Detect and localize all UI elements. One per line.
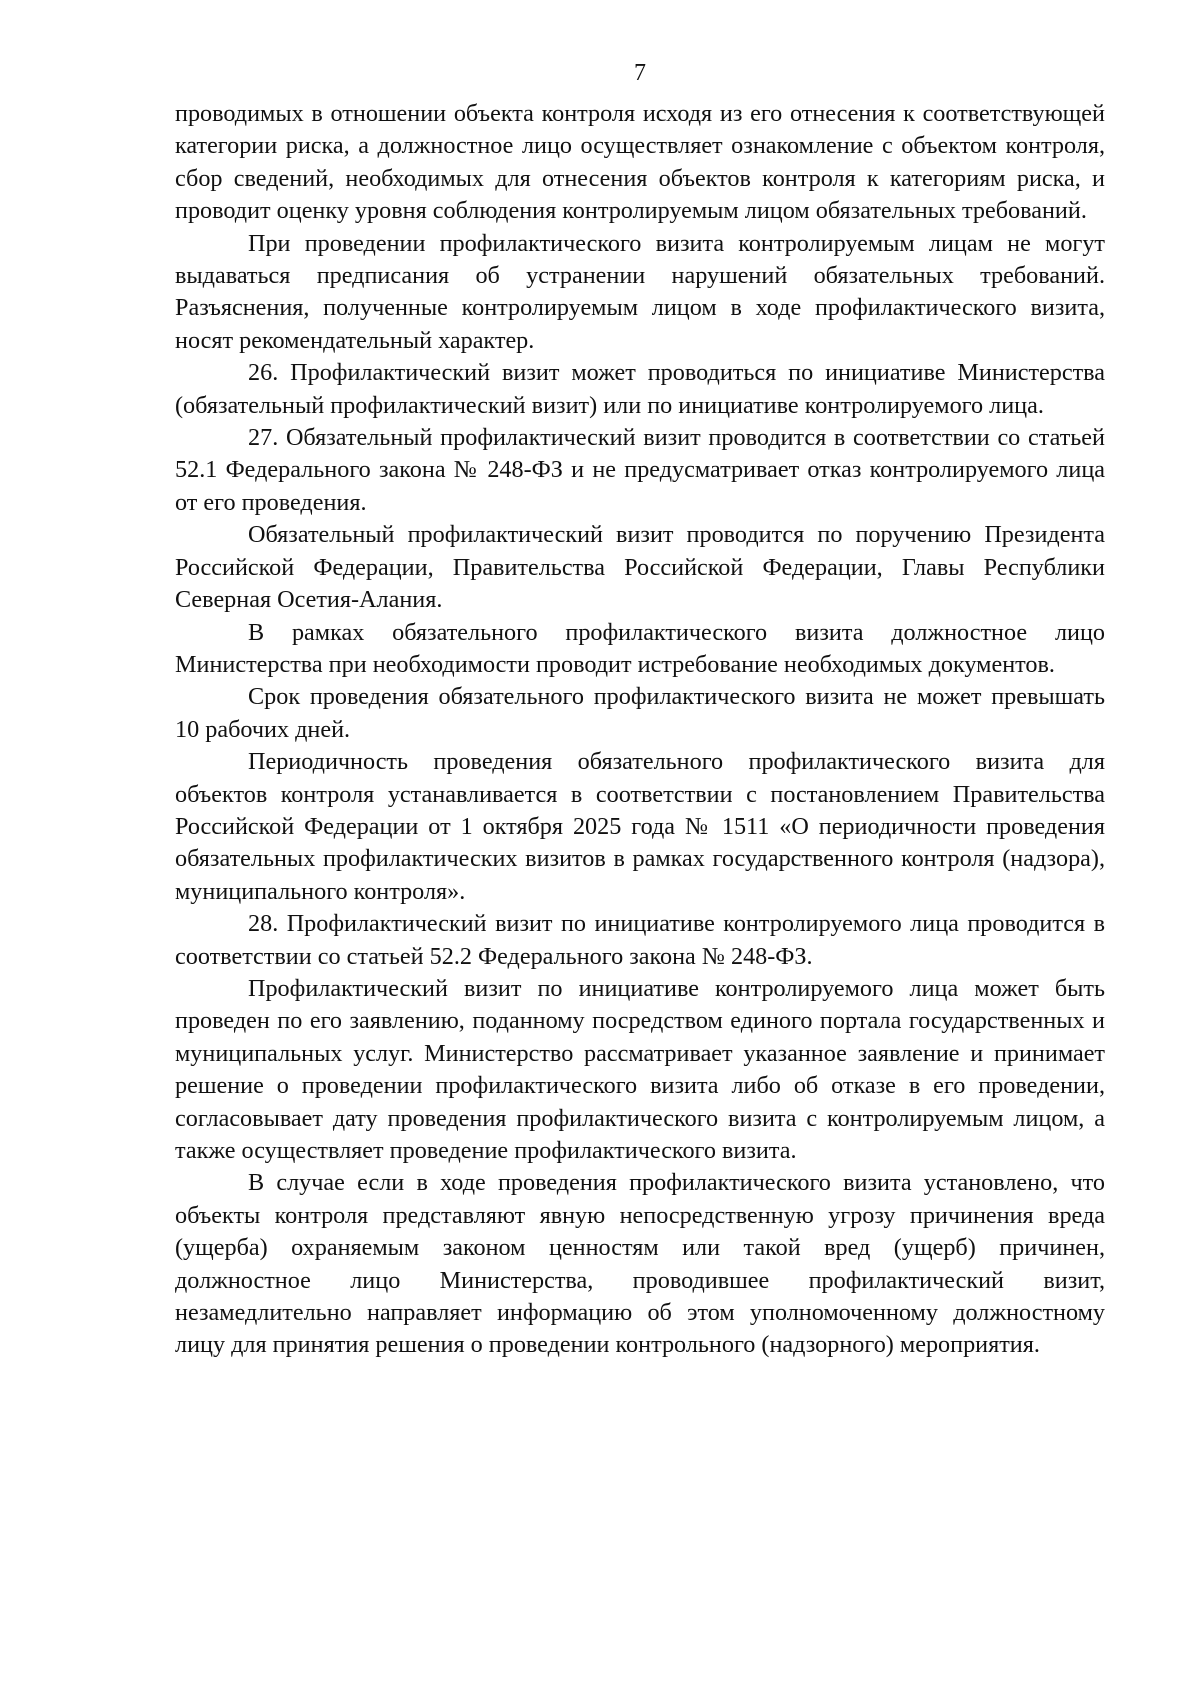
paragraph-threat-case: В случае если в ходе проведения профилактического визита установлено, что объекты контроля представляют явную непосредственную угрозу причинения вреда (ущерба) охраняемым законом ценностям или такой вред (ущерб) причинен, должностное лицо Министерства, проводившее профилактический визит, незамедлительно направляет информацию об этом уполномоченному должностному лицу для принятия решения о проведении контрольного (надзорного) мероприятия. [175,1169,1105,1359]
paragraph-visit-restrictions: При проведении профилактического визита контролируемым лицам не могут выдаваться предписания об устранении нарушений обязательных требований. Разъяснения, полученные контролируемым лицом в ходе профилактического визита, носят рекомендательный характер. [175,229,1105,354]
paragraph-visit-duration: Срок проведения обязательного профилактического визита не может превышать 10 рабочих дней. [175,683,1105,743]
paragraph-mandatory-visit-order: Обязательный профилактический визит проводится по поручению Президента Российской Федерации, Правительства Российской Федерации, Главы Республики Северная Осетия-Алания. [175,521,1105,614]
paragraph-item-26: 26. Профилактический визит может проводиться по инициативе Министерства (обязательный профилактический визит) или по инициативе контролируемого лица. [175,359,1105,419]
paragraph-visit-periodicity: Периодичность проведения обязательного профилактического визита для объектов контроля устанавливается в соответствии с постановлением Правительства Российской Федерации от 1 октября 2025 года № 1511 «О периодичности проведения обязательных профилактических визитов в рамках государственного контроля (надзора), муниципального контроля». [175,748,1105,905]
paragraph-item-28: 28. Профилактический визит по инициативе контролируемого лица проводится в соответствии со статьей 52.2 Федерального закона № 248-ФЗ. [175,910,1105,970]
page-number: 7 [634,60,646,86]
paragraph-continuation: проводимых в отношении объекта контроля исходя из его отнесения к соответствующей категории риска, а должностное лицо осуществляет ознакомление с объектом контроля, сбор сведений, необходимых для отнесения объектов контроля к категориям риска, и проводит оценку уровня соблюдения контролируемым лицом обязательных требований. [175,100,1105,225]
paragraph-item-27: 27. Обязательный профилактический визит проводится в соответствии со статьей 52.1 Федерального закона № 248-ФЗ и не предусматривает отказ контролируемого лица от его проведения. [175,424,1105,516]
paragraph-document-request: В рамках обязательного профилактического визита должностное лицо Министерства при необходимости проводит истребование необходимых документов. [175,618,1105,678]
paragraph-application-visit: Профилактический визит по инициативе контролируемого лица может быть проведен по его заявлению, поданному посредством единого портала государственных и муниципальных услуг. Министерство рассматривает указанное заявление и принимает решение о проведении профилактического визита либо об отказе в его проведении, согласовывает дату проведения профилактического визита с контролируемым лицом, а также осуществляет проведение профилактического визита. [175,974,1105,1164]
